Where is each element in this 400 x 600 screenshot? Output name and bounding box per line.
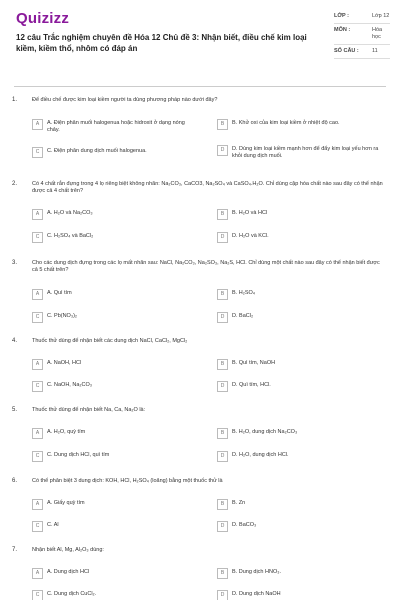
option-b[interactable] bbox=[217, 428, 297, 439]
option-text: C. Al bbox=[47, 522, 59, 528]
option-text: C. NaOH, Na₂CO₃ bbox=[47, 382, 93, 388]
option-key-box: B bbox=[217, 289, 228, 300]
meta-panel bbox=[334, 10, 390, 59]
option-key-box: B bbox=[217, 359, 228, 370]
question-number: 7. bbox=[12, 547, 18, 553]
option-a[interactable] bbox=[32, 119, 212, 134]
option-key-box: D bbox=[217, 145, 228, 156]
option-text: A. NaOH, HCl bbox=[47, 360, 82, 366]
option-c[interactable] bbox=[32, 312, 77, 323]
option-d[interactable] bbox=[217, 145, 392, 160]
option-key-box: C bbox=[32, 147, 43, 158]
option-key-box: D bbox=[217, 381, 228, 392]
option-text: B. H₂SO₄ bbox=[232, 290, 256, 296]
option-key-box: A bbox=[32, 428, 43, 439]
option-key-box: D bbox=[217, 521, 228, 532]
option-text: D. Dùng kim loại kiềm mạnh hơn để đẩy kim loại yếu hơn ra khỏi dung dịch muối. bbox=[232, 146, 379, 159]
meta-count-label: SỐ CÂU : bbox=[334, 48, 359, 54]
option-key-box: C bbox=[32, 521, 43, 532]
meta-class-value: Lớp 12 bbox=[372, 13, 390, 19]
question-text: Cho các dung dịch đựng trong các lọ mất nhãn sau: NaCl, Na₂CO₃, Na₂SO₃, Na₂S, HCl. Chỉ dùng một chất nào sau đây có thể nhận biết được cả 5 chất trên? bbox=[32, 260, 380, 273]
option-c[interactable] bbox=[32, 590, 96, 600]
question-number: 5. bbox=[12, 407, 18, 413]
option-key-box: A bbox=[32, 289, 43, 300]
option-text: C. Điện phân dung dịch muối halogenua. bbox=[47, 148, 147, 154]
option-text: D. Dung dịch NaOH bbox=[232, 591, 281, 597]
question-text: Có thể phân biệt 3 dung dịch: KOH, HCl, H₂SO₄ (loãng) bằng một thuốc thử là bbox=[32, 478, 223, 484]
option-key-box: A bbox=[32, 119, 43, 130]
meta-subject-value: Hóa học bbox=[372, 27, 383, 40]
meta-subject-label: MÔN : bbox=[334, 27, 351, 33]
option-text: A. H₂O và Na₂CO₃ bbox=[47, 210, 93, 216]
option-a[interactable] bbox=[32, 289, 72, 300]
option-text: A. Điện phân muối halogenua hoặc hidroxit ở dạng nóng chảy. bbox=[47, 120, 185, 133]
option-d[interactable] bbox=[217, 381, 271, 392]
option-b[interactable] bbox=[217, 568, 281, 579]
option-text: A. H₂O, quỳ tím bbox=[47, 429, 86, 435]
option-b[interactable] bbox=[217, 209, 267, 220]
option-b[interactable] bbox=[217, 499, 245, 510]
option-key-box: C bbox=[32, 381, 43, 392]
option-key-box: B bbox=[217, 428, 228, 439]
option-text: D. H₂O và KCl. bbox=[232, 233, 269, 239]
option-key-box: C bbox=[32, 451, 43, 462]
option-key-box: A bbox=[32, 568, 43, 579]
question-number: 4. bbox=[12, 338, 18, 344]
option-key-box: C bbox=[32, 232, 43, 243]
option-text: D. Quì tím, HCl. bbox=[232, 382, 271, 388]
option-a[interactable] bbox=[32, 499, 85, 510]
worksheet-title: 12 câu Trắc nghiệm chuyên đề Hóa 12 Chủ đề 3: Nhận biết, điều chế kim loại kiềm, kiềm thổ, nhôm có đáp án bbox=[16, 33, 307, 53]
option-b[interactable] bbox=[217, 359, 275, 370]
option-text: B. H₂O và HCl bbox=[232, 210, 268, 216]
option-key-box: C bbox=[32, 590, 43, 600]
option-text: C. Pb(NO₃)₂ bbox=[47, 313, 78, 319]
option-text: C. Dung dịch CuCl₂. bbox=[47, 591, 97, 597]
option-d[interactable] bbox=[217, 232, 269, 243]
quizizz-logo: Quizizz bbox=[16, 10, 70, 27]
option-key-box: D bbox=[217, 451, 228, 462]
option-text: D. BaCO₃ bbox=[232, 522, 257, 528]
header-divider bbox=[14, 86, 386, 87]
option-key-box: B bbox=[217, 499, 228, 510]
option-text: B. Khử oxi của kim loại kiềm ở nhiệt độ cao. bbox=[232, 120, 340, 126]
option-text: B. Zn bbox=[232, 500, 246, 506]
option-key-box: D bbox=[217, 232, 228, 243]
option-b[interactable] bbox=[217, 289, 255, 300]
option-text: A. Quì tím bbox=[47, 290, 72, 296]
option-c[interactable] bbox=[32, 451, 109, 462]
option-key-box: A bbox=[32, 359, 43, 370]
option-d[interactable] bbox=[217, 521, 256, 532]
option-c[interactable] bbox=[32, 521, 59, 532]
option-key-box: A bbox=[32, 209, 43, 220]
option-a[interactable] bbox=[32, 359, 81, 370]
question-number: 3. bbox=[12, 260, 18, 266]
option-a[interactable] bbox=[32, 428, 85, 439]
question-number: 1. bbox=[12, 97, 18, 103]
meta-class bbox=[334, 10, 390, 24]
question-number: 2. bbox=[12, 181, 18, 187]
option-d[interactable] bbox=[217, 312, 253, 323]
option-d[interactable] bbox=[217, 451, 289, 462]
option-b[interactable] bbox=[217, 119, 392, 130]
meta-count-value: 11 bbox=[372, 48, 378, 54]
question-number: 6. bbox=[12, 478, 18, 484]
option-key-box: B bbox=[217, 568, 228, 579]
option-text: A. Giấy quỳ tím bbox=[47, 500, 85, 506]
worksheet-header bbox=[0, 0, 400, 90]
option-text: B. H₂O, dung dịch Na₂CO₃ bbox=[232, 429, 298, 435]
option-text: D. BaCl₂ bbox=[232, 313, 254, 319]
question-text: Thuốc thử dùng để nhận biết Na, Ca, Na₂O là: bbox=[32, 407, 146, 413]
question-text: Nhận biết Al, Mg, Al₂O₃ dùng: bbox=[32, 547, 104, 553]
question-text: Thuốc thử dùng để nhận biết các dung dịch NaCl, CaCl₂, MgCl₂ bbox=[32, 338, 188, 344]
option-key-box: C bbox=[32, 312, 43, 323]
option-text: B. Quì tím, NaOH bbox=[232, 360, 276, 366]
meta-subject bbox=[334, 24, 390, 45]
meta-count bbox=[334, 45, 390, 59]
option-c[interactable] bbox=[32, 232, 93, 243]
option-text: B. Dung dịch HNO₃. bbox=[232, 569, 282, 575]
question-text: Có 4 chất rắn đựng trong 4 lọ riêng biệt không nhãn: Na₂CO₃, CaCO3, Na₂SO₄ và CaSO₄.H₂O. Chỉ dùng cặp hóa chất nào sau đây có thể nhận được cả 4 chất trên? bbox=[32, 181, 383, 194]
option-text: D. H₂O, dung dịch HCl. bbox=[232, 452, 289, 458]
option-key-box: B bbox=[217, 209, 228, 220]
option-key-box: D bbox=[217, 312, 228, 323]
option-text: C. H₂SO₄ và BaCl₂ bbox=[47, 233, 94, 239]
option-key-box: A bbox=[32, 499, 43, 510]
option-c[interactable] bbox=[32, 381, 92, 392]
question-text: Để điều chế được kim loại kiềm người ta dùng phương pháp nào dưới đây? bbox=[32, 97, 218, 103]
option-a[interactable] bbox=[32, 568, 89, 579]
option-key-box: D bbox=[217, 590, 228, 600]
option-a[interactable] bbox=[32, 209, 93, 220]
option-text: A. Dung dịch HCl bbox=[47, 569, 90, 575]
option-key-box: B bbox=[217, 119, 228, 130]
option-d[interactable] bbox=[217, 590, 281, 600]
meta-class-label: LỚP : bbox=[334, 13, 349, 19]
option-text: C. Dung dịch HCl, quì tím bbox=[47, 452, 110, 458]
option-c[interactable] bbox=[32, 147, 212, 158]
